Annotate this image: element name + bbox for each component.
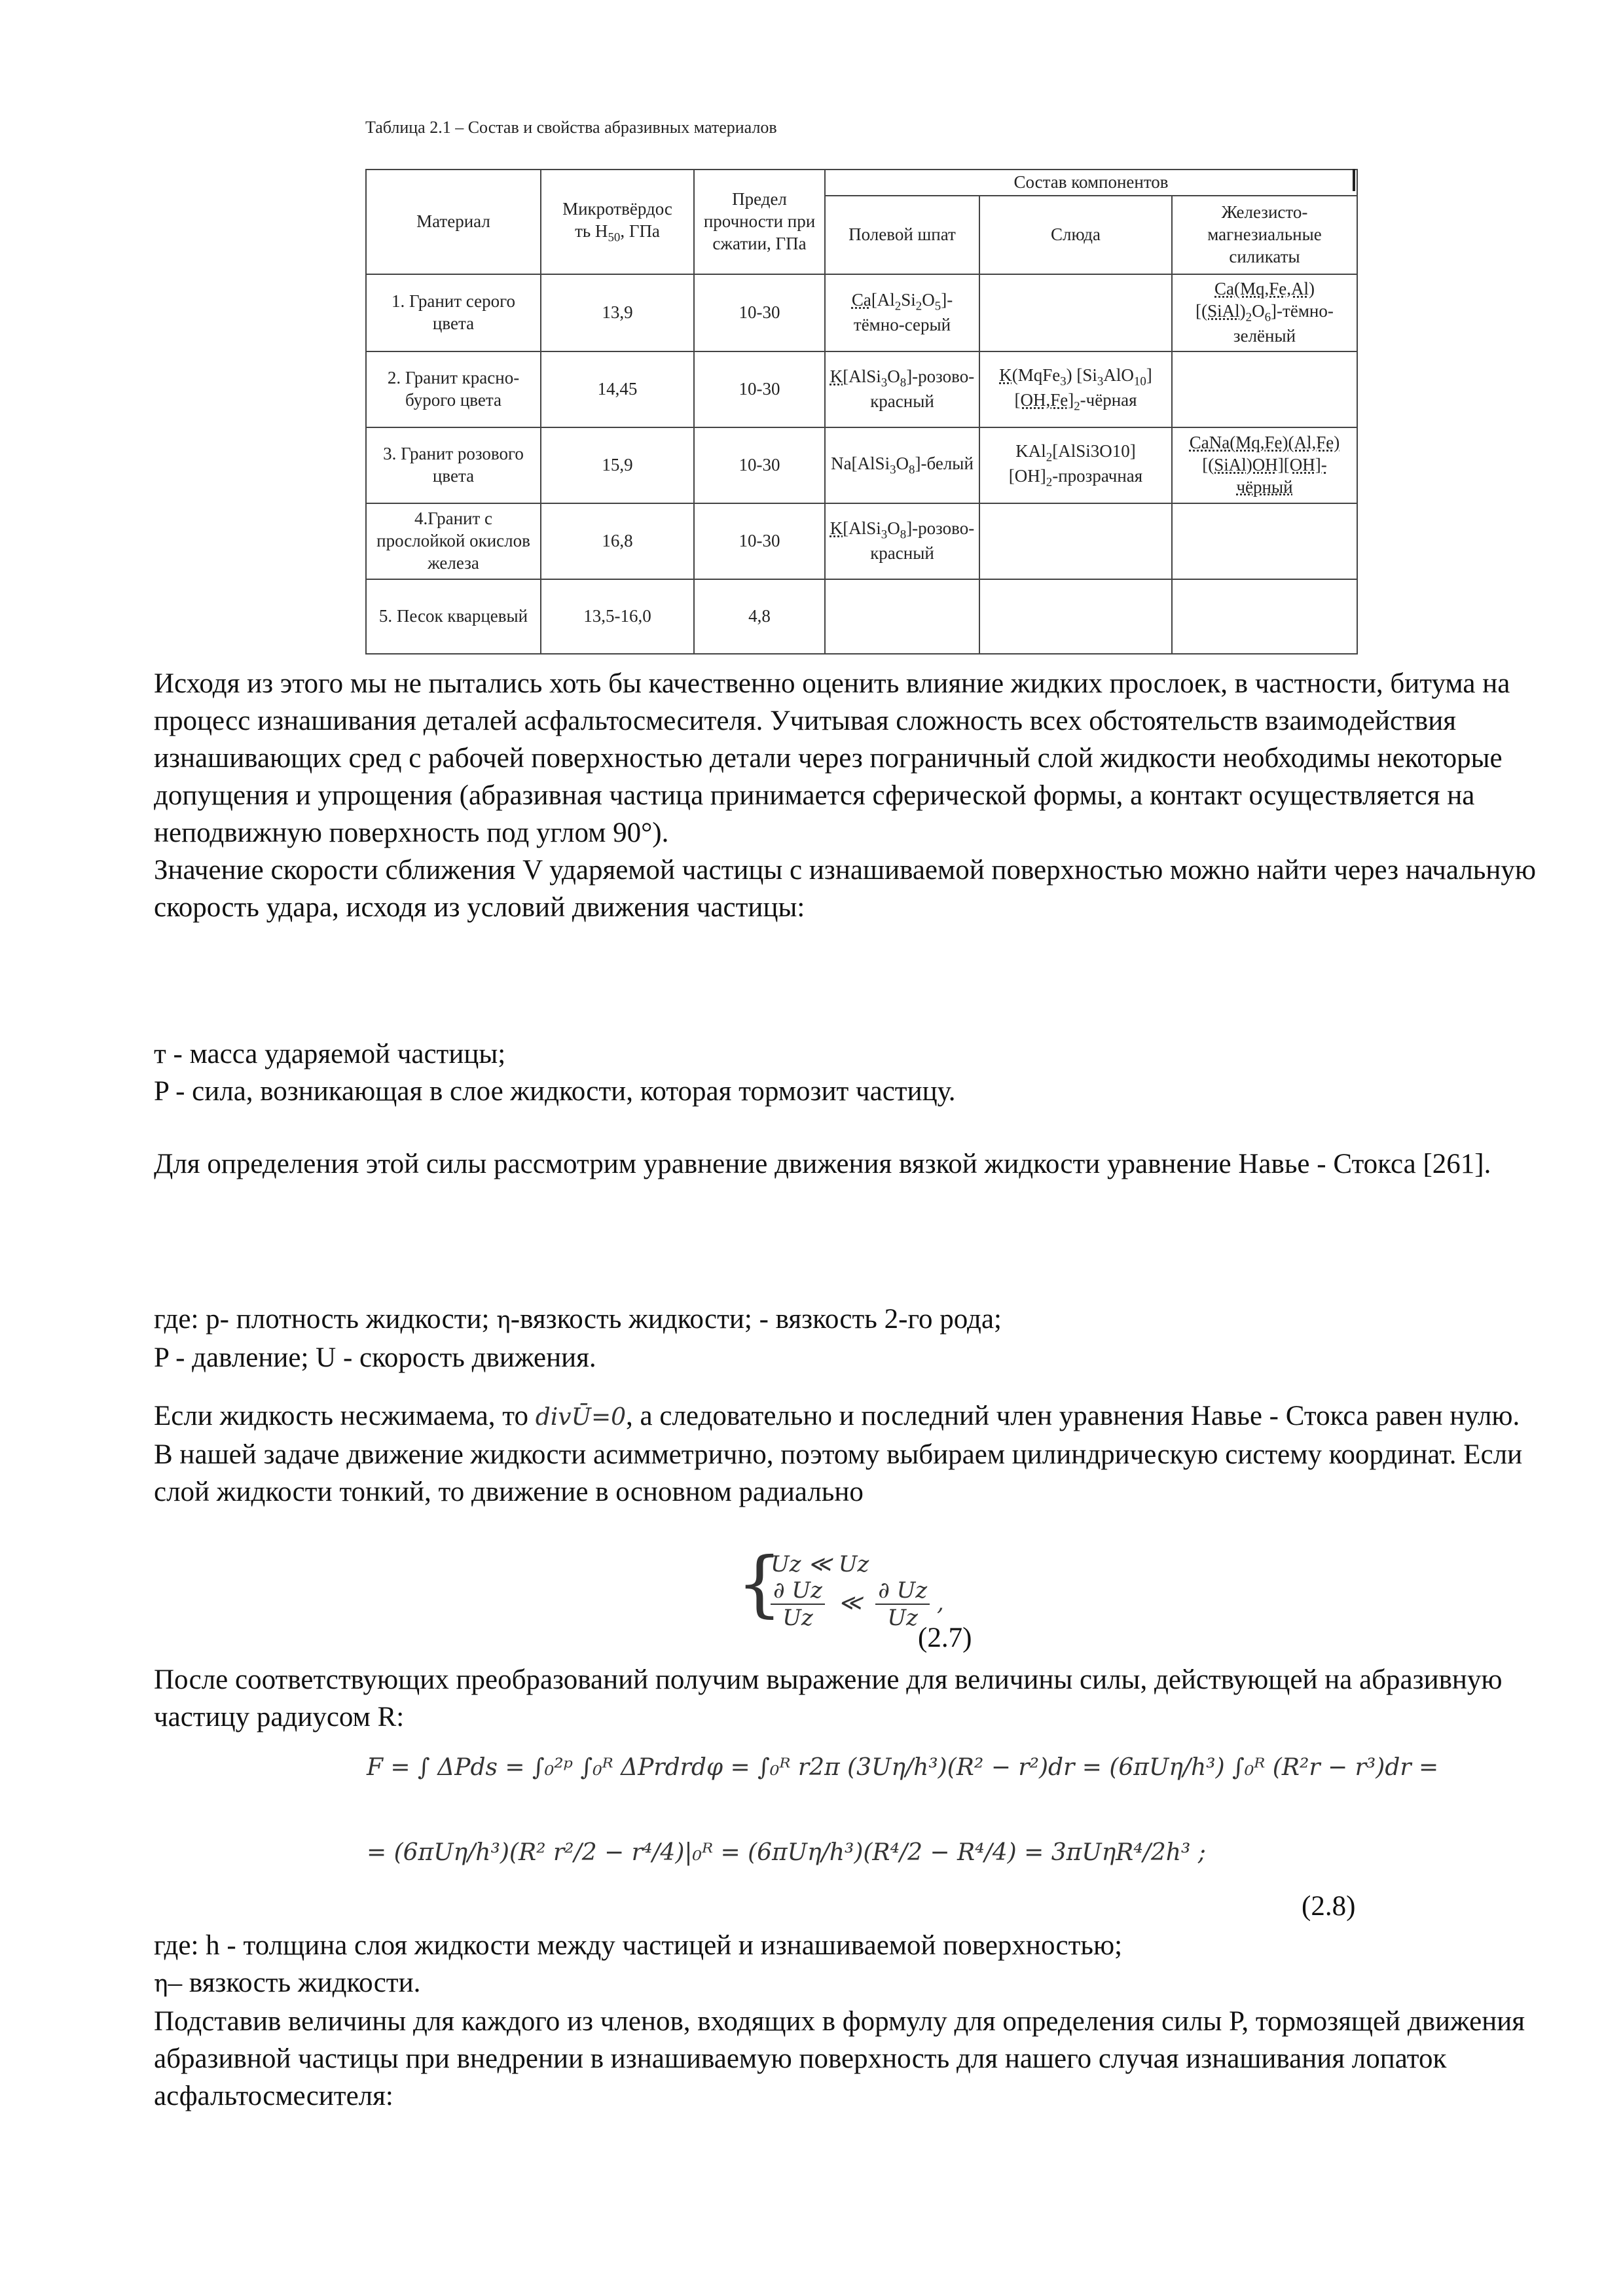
cell-mica bbox=[979, 274, 1172, 351]
cell-material: 5. Песок кварцевый bbox=[366, 579, 541, 654]
cell-strength: 10-30 bbox=[694, 427, 825, 503]
eta-symbol: η bbox=[154, 1971, 168, 1998]
cell-feldspar: $K[AlSi_3O_8]-розово$-красный bbox=[825, 503, 979, 579]
cell-silicates bbox=[1172, 579, 1357, 654]
table-caption: Таблица 2.1 – Состав и свойства абразивных материалов bbox=[365, 118, 777, 137]
table-row bbox=[366, 579, 1357, 654]
header-silicates: Железисто-магнезиальные силикаты bbox=[1172, 196, 1357, 274]
header-material: Материал bbox=[366, 170, 541, 274]
cell-mica: KAl$_2$[AlSi3O10] $[OH]_2$-прозрачная bbox=[979, 427, 1172, 503]
cell-silicates: CaNa(Mq,Fe)(Al,Fe) [(SiAl)OH][OH]-чёрный bbox=[1172, 427, 1357, 503]
cell-hardness: 16,8 bbox=[541, 503, 694, 579]
cell-material: 3. Гранит розового цвета bbox=[366, 427, 541, 503]
document-page: Таблица 2.1 – Состав и свойства абразивных материалов Материал Микротвёрдос ть $H_{50}$, ГПа Предел прочности при сжатии, ГПа Состав компонентов Полевой шпат Слюда Железисто-магнезиальные силикаты 1. Гранит серого цвета 13,9 10-30 $Ca[Al_2Si_2O_5]-тёмно$-серый Ca(Mq,Fe,Al) $[(SiAl)_2O_6]-тёмно$-зелёный 2. Гранит красно-бурого цвета 14,45 10-30 $K[AlSi_3O_8]-розово$-красный K(MqFe$_3$) $[Si_3AlO_{10}]$ $[OH,Fe]_2$-чёрная 3. Гранит розового цвета 15,9 10-30 $Na[AlSi_3O_8]$-белый KAl$_2$[AlSi3O10] $[OH]_2$-прозрачная CaNa(Mq,Fe)(Al,Fe) [(SiAl)OH][OH]-чёрный 4.Гранит с прослойкой окислов железа 16,8 10-30 $K[AlSi_3O_8]-розово$-красный 5. Песок кварцевый 13,5-16,0 4,8 Исходя из этого мы не пытались хоть бы качественно оценить влияние жидких прослоек, в частности, битума на процесс изнашивания деталей асфальтосмесителя. Учитывая сложность всех обстоятельств взаимодействия изнашивающих сред с рабочей поверхностью детали через пограничный слой жидкости необходимы некоторые допущения и упрощения (абразивная частица принимается сферической формы, а контакт осуществляется на неподвижную поверхность под углом 90°). Значение скорости сближения V ударяемой частицы с изнашиваемой поверхностью можно найти через начальную скорость удара, исходя из условий движения частицы: т - масса ударяемой частицы; P - сила, возникающая в слое жидкости, которая тормозит частицу. Для определения этой силы рассмотрим уравнение движения вязкой жидкости уравнение Навье - Стокса [261]. где: р- плотность жидкости; η-вязкость жидкости; - вязкость 2-го рода; P - давление; U - скорость движения. Если жидкость несжимаема, то divŪ=0, а следовательно и последний член уравнения Навье - Стокса равен нулю. В нашей задаче движение жидкости асимметрично, поэтому выбираем цилиндрическую систему координат. Если слой жидкости тонкий, то движение в основном радиально { Uz ≪ Uz $\frac{\partial Uz}{Uz}$ ≪ $\frac{\partial Uz}{Uz}$ , (2.7) После соответствующих преобразований получим выражение для величины силы, действующей на абразивную частицу радиусом R: F = ∫ ΔPds = ∫₀²ᵖ ∫₀ᴿ ΔPrdrdφ = ∫₀ᴿ r2π (3Uη/h³)(R² − r²)dr = (6πUη/h³) ∫₀ᴿ (R²r − r³)dr = = (6πUη/h³)(R² r²/2 − r⁴/4)|₀ᴿ = (6πUη/h³)(R⁴/2 − R⁴/4) = 3πUηR⁴/2h³ ; (2.8) где: h - толщина слоя жидкости между частицей и изнашиваемой поверхностью; η– вязкость жидкости. Подставив величины для каждого из членов, входящих в формулу для определения силы P, тормозящей движения абразивной частицы при внедрении в изнашиваемую поверхность для нашего случая изнашивания лопаток асфальтосмесителя: bbox=[0, 0, 1623, 2296]
cell-feldspar: $Na[AlSi_3O_8]$-белый bbox=[825, 427, 979, 503]
equation-2-8-line-2: = (6πUη/h³)(R² r²/2 − r⁴/4)|₀ᴿ = (6πUη/h³)(R⁴/2 − R⁴/4) = 3πUηR⁴/2h³ ; bbox=[367, 1839, 1206, 1866]
table-row bbox=[366, 274, 1357, 351]
header-strength: Предел прочности при сжатии, ГПа bbox=[694, 170, 825, 274]
table-edge-mark bbox=[1353, 169, 1355, 191]
cell-material: 1. Гранит серого цвета bbox=[366, 274, 541, 351]
cell-feldspar: $Ca[Al_2Si_2O_5]-тёмно$-серый bbox=[825, 274, 979, 351]
paragraph-intro: Исходя из этого мы не пытались хоть бы качественно оценить влияние жидких прослоек, в частности, битума на процесс изнашивания деталей асфальтосмесителя. Учитывая сложность всех обстоятельств взаимодействия изнашивающих сред с рабочей поверхностью детали через пограничный слой жидкости необходимы некоторые допущения и упрощения (абразивная частица принимается сферической формы, а контакт осуществляется на неподвижную поверхность под углом 90°). Значение скорости сближения V ударяемой частицы с изнашиваемой поверхностью можно найти через начальную скорость удара, исходя из условий движения частицы: bbox=[154, 668, 1537, 923]
cell-hardness: 13,9 bbox=[541, 274, 694, 351]
header-mica: Слюда bbox=[979, 196, 1172, 274]
cell-strength: 10-30 bbox=[694, 351, 825, 427]
cell-feldspar: $K[AlSi_3O_8]-розово$-красный bbox=[825, 351, 979, 427]
cell-hardness: 15,9 bbox=[541, 427, 694, 503]
cell-hardness: 13,5-16,0 bbox=[541, 579, 694, 654]
cell-mica: K(MqFe$_3$) $[Si_3AlO_{10}]$ $[OH,Fe]_2$-чёрная bbox=[979, 351, 1172, 427]
header-microhardness: Микротвёрдос ть $H_{50}$, ГПа bbox=[541, 170, 694, 274]
equation-number-2-8: (2.8) bbox=[1302, 1891, 1356, 1922]
header-composition: Состав компонентов bbox=[825, 170, 1357, 196]
paragraph-where: где: р- плотность жидкости; η-вязкость жидкости; - вязкость 2-го рода; P - давление; U - скорость движения. bbox=[154, 1304, 1002, 1373]
cell-strength: 4,8 bbox=[694, 579, 825, 654]
paragraph-navier-stokes: Для определения этой силы рассмотрим уравнение движения вязкой жидкости уравнение Навье - Стокса [261]. bbox=[154, 1149, 1491, 1179]
cell-strength: 10-30 bbox=[694, 503, 825, 579]
cell-mica bbox=[979, 503, 1172, 579]
paragraph-incompressible: Если жидкость несжимаема, то divŪ=0, а следовательно и последний член уравнения Навье - Стокса равен нулю. В нашей задаче движение жидкости асимметрично, поэтому выбираем цилиндрическую систему координат. Если слой жидкости тонкий, то движение в основном радиально bbox=[154, 1401, 1523, 1507]
table-row bbox=[366, 427, 1357, 503]
cell-material: 2. Гранит красно-бурого цвета bbox=[366, 351, 541, 427]
cell-material: 4.Гранит с прослойкой окислов железа bbox=[366, 503, 541, 579]
paragraph-final: где: h - толщина слоя жидкости между частицей и изнашиваемой поверхностью; η– вязкость жидкости. Подставив величины для каждого из членов, входящих в формулу для определения силы P, тормозящей движения абразивной частицы при внедрении в изнашиваемую поверхность для нашего случая изнашивания лопаток асфальтосмесителя: bbox=[154, 1930, 1525, 2111]
header-feldspar: Полевой шпат bbox=[825, 196, 979, 274]
cell-feldspar bbox=[825, 579, 979, 654]
table-row bbox=[366, 351, 1357, 427]
table-row bbox=[366, 503, 1357, 579]
equation-number-2-7: (2.7) bbox=[918, 1623, 972, 1653]
divergence-formula: divŪ=0 bbox=[535, 1404, 627, 1431]
cell-hardness: 14,45 bbox=[541, 351, 694, 427]
abrasive-materials-table bbox=[365, 169, 1358, 655]
cell-mica bbox=[979, 579, 1172, 654]
cell-silicates bbox=[1172, 351, 1357, 427]
cell-silicates bbox=[1172, 503, 1357, 579]
equation-2-8-line-1: F = ∫ ΔPds = ∫₀²ᵖ ∫₀ᴿ ΔPrdrdφ = ∫₀ᴿ r2π (3Uη/h³)(R² − r²)dr = (6πUη/h³) ∫₀ᴿ (R²r − r³)dr = bbox=[367, 1754, 1439, 1781]
paragraph-variables: т - масса ударяемой частицы; P - сила, возникающая в слое жидкости, которая тормозит частицу. bbox=[154, 1039, 956, 1107]
cell-silicates: Ca(Mq,Fe,Al) $[(SiAl)_2O_6]-тёмно$-зелёный bbox=[1172, 274, 1357, 351]
cell-strength: 10-30 bbox=[694, 274, 825, 351]
eta-symbol: η bbox=[496, 1307, 511, 1334]
paragraph-force: После соответствующих преобразований получим выражение для величины силы, действующей на абразивную частицу радиусом R: bbox=[154, 1664, 1503, 1732]
